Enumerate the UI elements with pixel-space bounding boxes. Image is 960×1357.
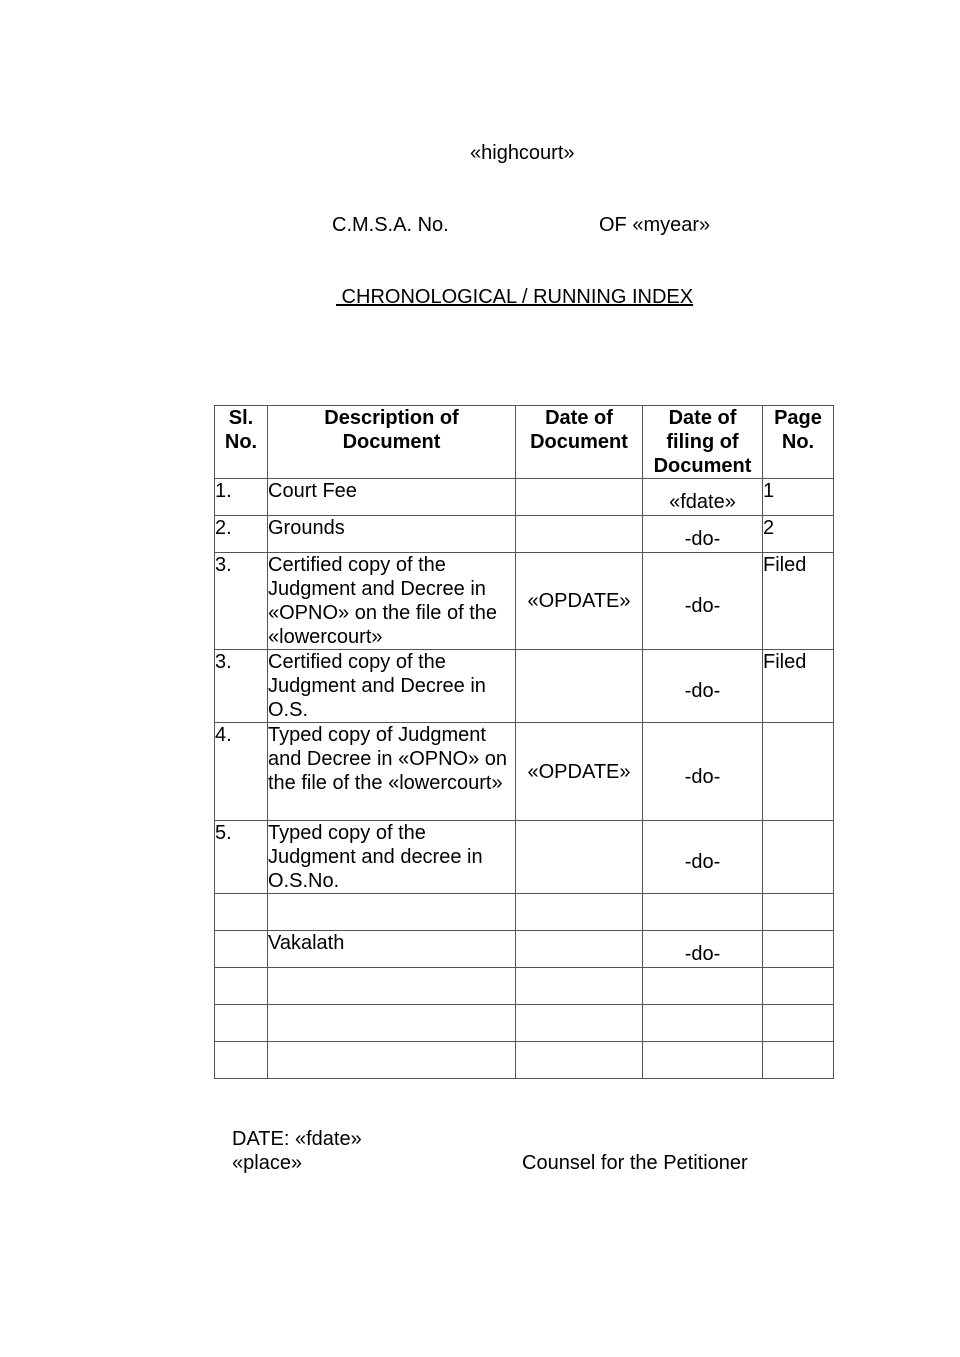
row-description: Typed copy of Judgment and Decree in «OPNO» on the file of the «lowercourt» bbox=[268, 723, 516, 821]
row-page-no bbox=[763, 894, 834, 931]
table-row bbox=[215, 553, 834, 650]
footer-date: DATE: «fdate» bbox=[232, 1128, 362, 1150]
table-row bbox=[215, 1042, 834, 1079]
row-description bbox=[268, 1005, 516, 1042]
row-page-no: 1 bbox=[763, 479, 834, 516]
column-header-date-of-document: Date of Document bbox=[516, 406, 643, 479]
row-page-no bbox=[763, 1042, 834, 1079]
filing-date-text: -do- bbox=[684, 528, 721, 550]
row-date-of-filing bbox=[643, 821, 763, 894]
filing-date-text: -do- bbox=[684, 680, 721, 702]
footer-place: «place» bbox=[232, 1152, 303, 1174]
row-date-of-document bbox=[516, 821, 643, 894]
table-header-row bbox=[215, 406, 834, 479]
row-description bbox=[268, 894, 516, 931]
row-description: Court Fee bbox=[268, 479, 516, 516]
row-sl-no bbox=[215, 931, 268, 968]
row-date-of-document bbox=[516, 894, 643, 931]
filing-date-text: -do- bbox=[684, 851, 721, 873]
filing-date-text: -do- bbox=[684, 595, 721, 617]
index-title: CHRONOLOGICAL / RUNNING INDEX bbox=[336, 286, 694, 308]
court-name: «highcourt» bbox=[470, 142, 575, 164]
table-row bbox=[215, 1005, 834, 1042]
row-page-no: Filed bbox=[763, 553, 834, 650]
case-number-label: C.M.S.A. No. bbox=[332, 214, 449, 236]
table-row bbox=[215, 479, 834, 516]
row-date-of-filing bbox=[643, 479, 763, 516]
row-description: Certified copy of the Judgment and Decree in «OPNO» on the file of the «lowercourt» bbox=[268, 553, 516, 650]
table-row bbox=[215, 894, 834, 931]
table-row bbox=[215, 650, 834, 723]
row-page-no: 2 bbox=[763, 516, 834, 553]
row-description: Grounds bbox=[268, 516, 516, 553]
row-sl-no: 3. bbox=[215, 650, 268, 723]
row-date-of-document bbox=[516, 479, 643, 516]
row-date-of-filing bbox=[643, 516, 763, 553]
row-date-of-filing bbox=[643, 968, 763, 1005]
row-date-of-filing bbox=[643, 894, 763, 931]
case-year: OF «myear» bbox=[599, 214, 711, 236]
table-row bbox=[215, 821, 834, 894]
row-sl-no: 5. bbox=[215, 821, 268, 894]
table-row bbox=[215, 516, 834, 553]
row-date-of-filing bbox=[643, 931, 763, 968]
counsel-signature-label: Counsel for the Petitioner bbox=[522, 1152, 748, 1174]
row-page-no bbox=[763, 821, 834, 894]
row-description: Typed copy of the Judgment and decree in O.S.No. bbox=[268, 821, 516, 894]
row-date-of-filing bbox=[643, 1042, 763, 1079]
row-date-of-document: «OPDATE» bbox=[516, 553, 643, 650]
row-page-no bbox=[763, 931, 834, 968]
row-sl-no: 2. bbox=[215, 516, 268, 553]
row-date-of-document: «OPDATE» bbox=[516, 723, 643, 821]
row-description bbox=[268, 968, 516, 1005]
row-date-of-document bbox=[516, 1042, 643, 1079]
row-sl-no: 3. bbox=[215, 553, 268, 650]
row-date-of-filing bbox=[643, 553, 763, 650]
row-page-no bbox=[763, 723, 834, 821]
column-header-date-of-filing: Date of filing of Document bbox=[643, 406, 763, 479]
table-row bbox=[215, 723, 834, 821]
row-sl-no bbox=[215, 1042, 268, 1079]
row-date-of-document bbox=[516, 931, 643, 968]
row-sl-no bbox=[215, 894, 268, 931]
row-date-of-document bbox=[516, 968, 643, 1005]
column-header-description: Description of Document bbox=[268, 406, 516, 479]
row-sl-no: 1. bbox=[215, 479, 268, 516]
row-page-no: Filed bbox=[763, 650, 834, 723]
table-row bbox=[215, 968, 834, 1005]
row-sl-no bbox=[215, 968, 268, 1005]
filing-date-text: -do- bbox=[684, 943, 721, 965]
index-table bbox=[214, 405, 834, 1079]
row-page-no bbox=[763, 968, 834, 1005]
row-sl-no bbox=[215, 1005, 268, 1042]
row-description: Vakalath bbox=[268, 931, 516, 968]
row-date-of-document bbox=[516, 1005, 643, 1042]
column-header-page-no: Page No. bbox=[763, 406, 834, 479]
row-date-of-document bbox=[516, 516, 643, 553]
row-description bbox=[268, 1042, 516, 1079]
row-page-no bbox=[763, 1005, 834, 1042]
row-date-of-filing bbox=[643, 1005, 763, 1042]
column-header-sl-no: Sl. No. bbox=[215, 406, 268, 479]
row-sl-no: 4. bbox=[215, 723, 268, 821]
row-date-of-filing bbox=[643, 650, 763, 723]
table-row bbox=[215, 931, 834, 968]
filing-date-text: -do- bbox=[684, 765, 721, 788]
row-description: Certified copy of the Judgment and Decree in O.S. bbox=[268, 650, 516, 723]
row-date-of-document bbox=[516, 650, 643, 723]
row-date-of-filing bbox=[643, 723, 763, 821]
filing-date-text: «fdate» bbox=[669, 491, 736, 513]
